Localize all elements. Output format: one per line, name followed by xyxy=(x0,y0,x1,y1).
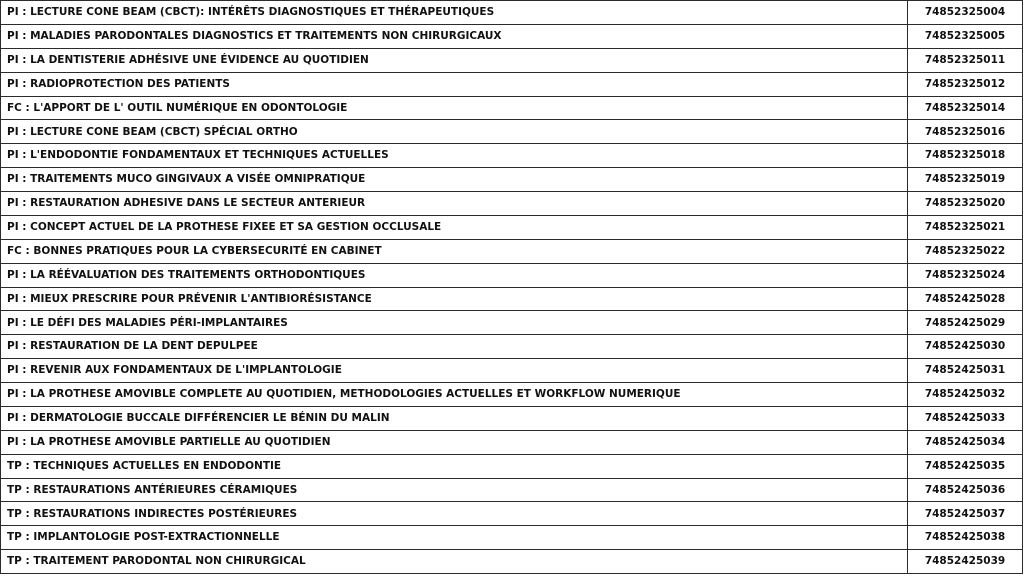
table-row xyxy=(1,48,1023,72)
course-title: PI : DERMATOLOGIE BUCCALE DIFFÉRENCIER LE BÉNIN DU MALIN xyxy=(1,406,908,430)
course-title: PI : L'ENDODONTIE FONDAMENTAUX ET TECHNIQUES ACTUELLES xyxy=(1,144,908,168)
course-code: 74852325004 xyxy=(908,1,1023,25)
course-title: PI : MALADIES PARODONTALES DIAGNOSTICS ET TRAITEMENTS NON CHIRURGICAUX xyxy=(1,24,908,48)
course-code: 74852425032 xyxy=(908,383,1023,407)
table-row xyxy=(1,502,1023,526)
table-row xyxy=(1,168,1023,192)
course-title: TP : IMPLANTOLOGIE POST-EXTRACTIONNELLE xyxy=(1,526,908,550)
table-row xyxy=(1,1,1023,25)
course-title: PI : RADIOPROTECTION DES PATIENTS xyxy=(1,72,908,96)
course-code: 74852425039 xyxy=(908,550,1023,574)
course-title: PI : CONCEPT ACTUEL DE LA PROTHESE FIXEE ET SA GESTION OCCLUSALE xyxy=(1,215,908,239)
course-code: 74852425030 xyxy=(908,335,1023,359)
course-code: 74852325012 xyxy=(908,72,1023,96)
course-code: 74852325014 xyxy=(908,96,1023,120)
course-title: PI : REVENIR AUX FONDAMENTAUX DE L'IMPLANTOLOGIE xyxy=(1,359,908,383)
table-row xyxy=(1,335,1023,359)
table-row xyxy=(1,96,1023,120)
course-code: 74852425033 xyxy=(908,406,1023,430)
course-title: PI : LA DENTISTERIE ADHÉSIVE UNE ÉVIDENCE AU QUOTIDIEN xyxy=(1,48,908,72)
table-row xyxy=(1,192,1023,216)
course-code: 74852325018 xyxy=(908,144,1023,168)
course-code: 74852325022 xyxy=(908,239,1023,263)
course-title: FC : BONNES PRATIQUES POUR LA CYBERSECURITÉ EN CABINET xyxy=(1,239,908,263)
course-code: 74852425035 xyxy=(908,454,1023,478)
course-title: PI : LA PROTHESE AMOVIBLE COMPLETE AU QUOTIDIEN, METHODOLOGIES ACTUELLES ET WORKFLOW NUMERIQUE xyxy=(1,383,908,407)
table-row xyxy=(1,215,1023,239)
table-row xyxy=(1,406,1023,430)
table-row xyxy=(1,550,1023,574)
course-code: 74852325011 xyxy=(908,48,1023,72)
course-code: 74852325021 xyxy=(908,215,1023,239)
course-code: 74852425036 xyxy=(908,478,1023,502)
table-row xyxy=(1,144,1023,168)
table-row xyxy=(1,24,1023,48)
table-row xyxy=(1,239,1023,263)
course-title: PI : LE DÉFI DES MALADIES PÉRI-IMPLANTAIRES xyxy=(1,311,908,335)
course-title: PI : LECTURE CONE BEAM (CBCT): INTÉRÊTS DIAGNOSTIQUES ET THÉRAPEUTIQUES xyxy=(1,1,908,25)
course-title: PI : LA PROTHESE AMOVIBLE PARTIELLE AU QUOTIDIEN xyxy=(1,430,908,454)
table-row xyxy=(1,72,1023,96)
course-title: PI : MIEUX PRESCRIRE POUR PRÉVENIR L'ANTIBIORÉSISTANCE xyxy=(1,287,908,311)
table-row xyxy=(1,526,1023,550)
course-title: TP : TRAITEMENT PARODONTAL NON CHIRURGICAL xyxy=(1,550,908,574)
course-title: PI : RESTAURATION ADHESIVE DANS LE SECTEUR ANTERIEUR xyxy=(1,192,908,216)
course-title: PI : LECTURE CONE BEAM (CBCT) SPÉCIAL ORTHO xyxy=(1,120,908,144)
course-code: 74852425034 xyxy=(908,430,1023,454)
course-code: 74852425029 xyxy=(908,311,1023,335)
table-row xyxy=(1,478,1023,502)
course-code: 74852425031 xyxy=(908,359,1023,383)
course-title: TP : RESTAURATIONS ANTÉRIEURES CÉRAMIQUES xyxy=(1,478,908,502)
table-row xyxy=(1,287,1023,311)
course-code: 74852325019 xyxy=(908,168,1023,192)
table-row xyxy=(1,311,1023,335)
table-row xyxy=(1,120,1023,144)
table-row xyxy=(1,383,1023,407)
course-title: TP : RESTAURATIONS INDIRECTES POSTÉRIEURES xyxy=(1,502,908,526)
course-title: FC : L'APPORT DE L' OUTIL NUMÉRIQUE EN ODONTOLOGIE xyxy=(1,96,908,120)
course-code: 74852325016 xyxy=(908,120,1023,144)
table-row xyxy=(1,430,1023,454)
course-code: 74852325024 xyxy=(908,263,1023,287)
course-code: 74852325005 xyxy=(908,24,1023,48)
table-row xyxy=(1,263,1023,287)
course-code: 74852425037 xyxy=(908,502,1023,526)
course-code: 74852425038 xyxy=(908,526,1023,550)
course-title: TP : TECHNIQUES ACTUELLES EN ENDODONTIE xyxy=(1,454,908,478)
course-title: PI : RESTAURATION DE LA DENT DEPULPEE xyxy=(1,335,908,359)
course-rows xyxy=(1,1,1023,574)
course-code: 74852325020 xyxy=(908,192,1023,216)
table-row xyxy=(1,454,1023,478)
course-code: 74852425028 xyxy=(908,287,1023,311)
course-title: PI : LA RÉÉVALUATION DES TRAITEMENTS ORTHODONTIQUES xyxy=(1,263,908,287)
course-title: PI : TRAITEMENTS MUCO GINGIVAUX A VISÉE OMNIPRATIQUE xyxy=(1,168,908,192)
table-row xyxy=(1,359,1023,383)
